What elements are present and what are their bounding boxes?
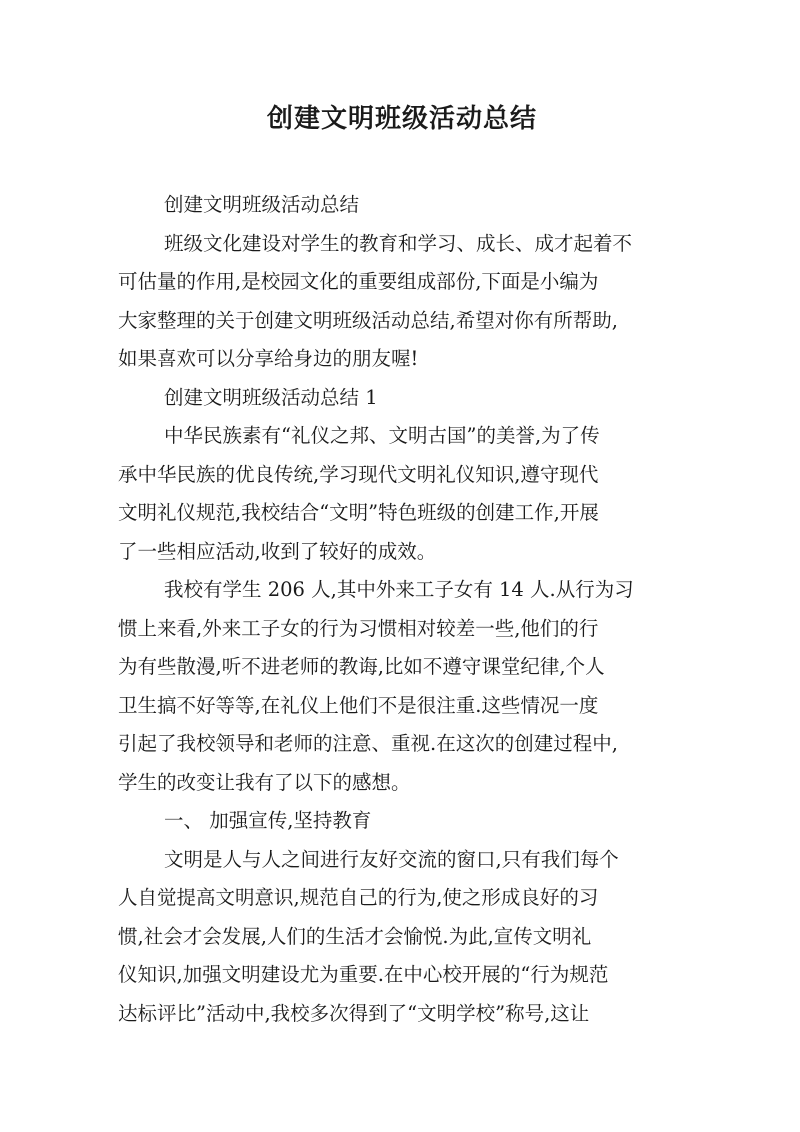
paragraph-line: 文明是人与人之间进行友好交流的窗口,只有我们每个	[164, 847, 619, 871]
section-heading: 一、 加强宣传,坚持教育	[164, 809, 372, 832]
paragraph-line: 创建文明班级活动总结	[164, 193, 360, 216]
paragraph-line: 承中华民族的优良传统,学习现代文明礼仪知识,遵守现代	[118, 462, 599, 486]
paragraph-line: 可估量的作用,是校园文化的重要组成部份,下面是小编为	[118, 270, 599, 293]
paragraph-line: 学生的改变让我有了以下的感想。	[118, 770, 411, 794]
paragraph-line: 仪知识,加强文明建设尤为重要.在中心校开展的“行为规范	[118, 963, 609, 986]
paragraph-line: 达标评比”活动中,我校多次得到了“文明学校”称号,这让	[118, 1001, 590, 1025]
paragraph-line: 人自觉提高文明意识,规范自己的行为,使之形成良好的习	[118, 886, 599, 909]
paragraph-line: 我校有学生 206 人,其中外来工子女有 14 人.从行为习	[164, 578, 634, 601]
paragraph-line: 引起了我校领导和老师的注意、重视.在这次的创建过程中,	[118, 732, 618, 755]
section-subtitle: 创建文明班级活动总结 1	[164, 385, 378, 409]
paragraph-line: 文明礼仪规范,我校结合“文明”特色班级的创建工作,开展	[118, 501, 599, 524]
paragraph-line: 惯,社会才会发展,人们的生活才会愉悦.为此,宣传文明礼	[118, 924, 592, 948]
document-body	[118, 186, 686, 1033]
paragraph-line: 中华民族素有“礼仪之邦、文明古国”的美誉,为了传	[164, 424, 600, 447]
paragraph-line: 为有些散漫,听不进老师的教诲,比如不遵守课堂纪律,个人	[118, 655, 605, 678]
document-title: 创建文明班级活动总结	[266, 104, 537, 134]
paragraph-line: 大家整理的关于创建文明班级活动总结,希望对你有所帮助,	[118, 308, 618, 332]
paragraph-line: 了一些相应活动,收到了较好的成效。	[118, 539, 437, 563]
paragraph-line: 如果喜欢可以分享给身边的朋友喔!	[118, 347, 419, 370]
paragraph-line: 惯上来看,外来工子女的行为习惯相对较差一些,他们的行	[118, 616, 599, 640]
paragraph-line: 卫生搞不好等等,在礼仪上他们不是很注重.这些情况一度	[118, 693, 599, 717]
paragraph-line: 班级文化建设对学生的教育和学习、成长、成才起着不	[164, 231, 633, 255]
